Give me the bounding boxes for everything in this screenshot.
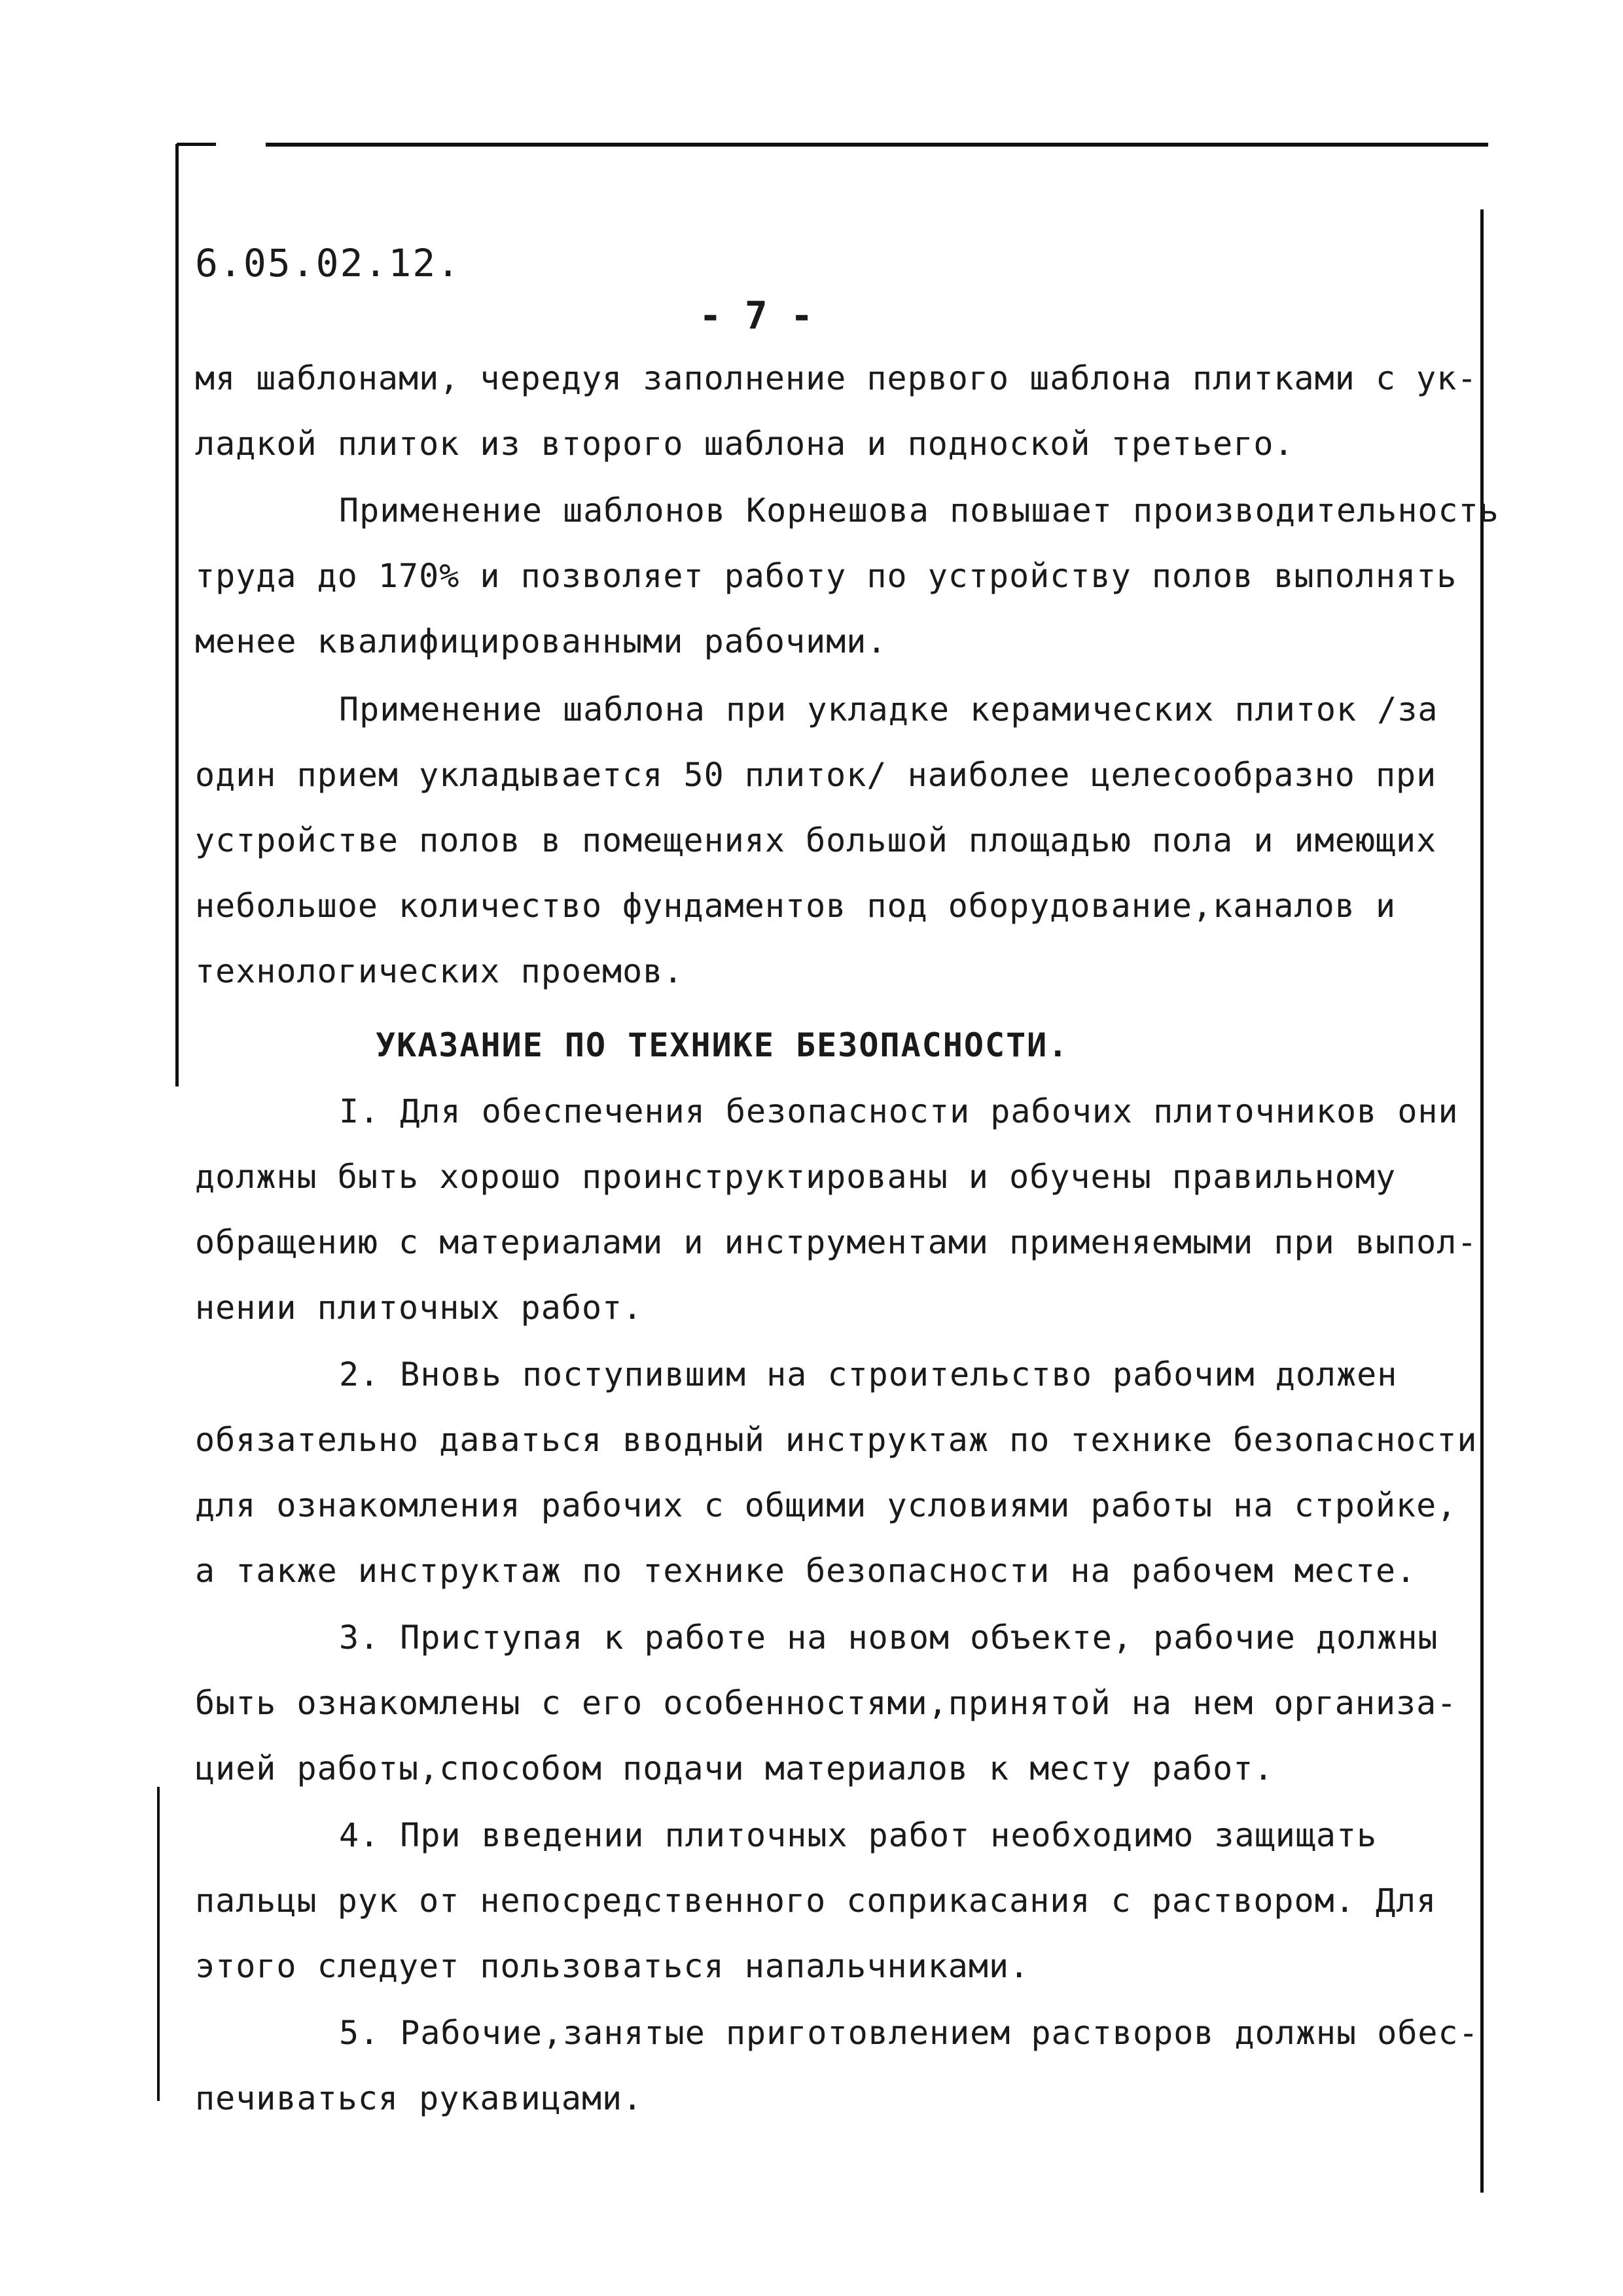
text-line: цией работы,способом подачи материалов к месту работ. [195, 1749, 1274, 1787]
text-line: Применение шаблонов Корнешова повышает производительность [339, 492, 1499, 529]
text-line: ладкой плиток из второго шаблона и подноской третьего. [195, 425, 1294, 463]
frame-line-left [175, 144, 179, 1086]
section-heading: УКАЗАНИЕ ПО ТЕХНИКЕ БЕЗОПАСНОСТИ. [376, 1026, 1069, 1064]
frame-line-top-left [177, 143, 216, 146]
text-line: менее квалифицированными рабочими. [195, 622, 887, 660]
text-line: устройстве полов в помещениях большой площадью пола и имеющих [195, 821, 1437, 859]
text-line: быть ознакомлены с его особенностями,принятой на нем организа- [195, 1684, 1457, 1722]
document-code: 6.05.02.12. [195, 241, 461, 285]
text-line: технологических проемов. [195, 952, 684, 990]
text-line: 3. Приступая к работе на новом объекте, рабочие должны [339, 1619, 1438, 1657]
text-line: для ознакомления рабочих с общими условиями работы на стройке, [195, 1486, 1457, 1524]
text-line: нении плиточных работ. [195, 1289, 643, 1327]
text-line: обращению с материалами и инструментами применяемыми при выпол- [195, 1223, 1478, 1261]
text-line: мя шаблонами, чередуя заполнение первого шаблона плитками с ук- [195, 359, 1478, 397]
text-line: Применение шаблона при укладке керамических плиток /за [339, 691, 1438, 728]
text-line: должны быть хорошо проинструктированы и обучены правильному [195, 1158, 1397, 1196]
page-number: - 7 - [699, 293, 813, 338]
text-line: один прием укладывается 50 плиток/ наиболее целесообразно при [195, 756, 1437, 794]
frame-line-top [266, 143, 1488, 147]
text-line: 4. При введении плиточных работ необходимо защищать [339, 1816, 1378, 1854]
text-line: 2. Вновь поступившим на строительство рабочим должен [339, 1355, 1398, 1393]
text-line: труда до 170% и позволяет работу по устройству полов выполнять [195, 557, 1457, 595]
text-line: I. Для обеспечения безопасности рабочих плиточников они [339, 1092, 1459, 1130]
frame-line-left-lower [157, 1787, 160, 2101]
text-line: пальцы рук от непосредственного соприкасания с раствором. Для [195, 1882, 1437, 1920]
text-line: небольшое количество фундаментов под оборудование,каналов и [195, 887, 1397, 925]
text-line: печиваться рукавицами. [195, 2079, 643, 2117]
text-line: этого следует пользоваться напальчниками. [195, 1947, 1030, 1985]
text-line: а также инструктаж по технике безопасности на рабочем месте. [195, 1552, 1417, 1590]
text-line: 5. Рабочие,занятые приготовлением растворов должны обес- [339, 2014, 1479, 2052]
text-line: обязательно даваться вводный инструктаж по технике безопасности [195, 1421, 1478, 1459]
